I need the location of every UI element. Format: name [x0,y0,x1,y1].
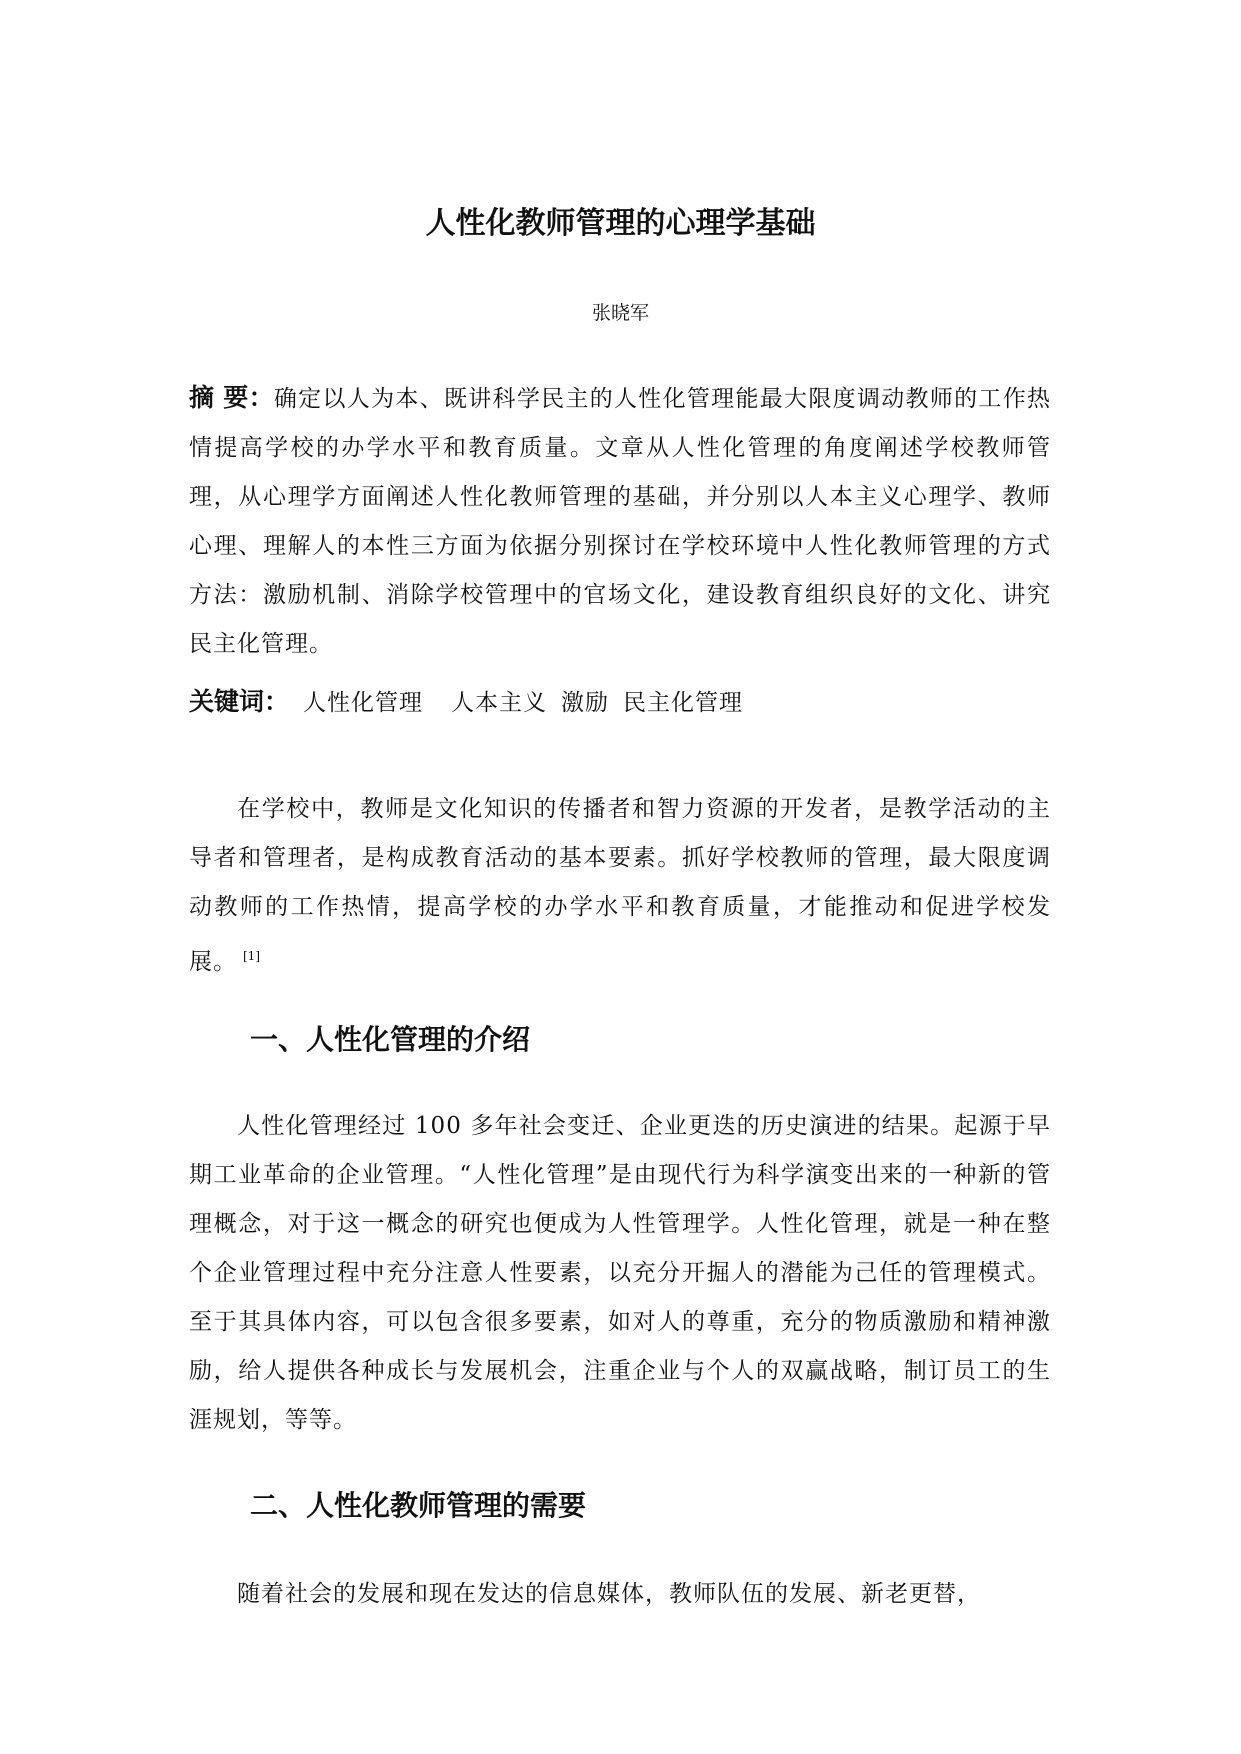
section-heading-1: 一、人性化管理的介绍 [250,1023,531,1056]
keywords-label: 关键词： [189,687,290,716]
paper-title: 人性化教师管理的心理学基础 [425,206,816,241]
keyword-item: 人性化管理 [303,690,424,716]
keyword-item: 激励 [561,690,610,716]
section-heading-2: 二、人性化教师管理的需要 [250,1489,587,1522]
intro-text: 在学校中，教师是文化知识的传播者和智力资源的开发者，是教学活动的主导者和管理者，是构成教育活动的基本要素。抓好学校教师的管理，最大限度调动教师的工作热情，提高学校的办学水平和教育质量，才能推动和促进学校发展。 [189,796,1051,975]
abstract-paragraph [189,373,1051,669]
abstract-text: 确定以人为本、既讲科学民主的人性化管理能最大限度调动教师的工作热情提高学校的办学水平和教育质量。文章从人性化管理的角度阐述学校教师管理，从心理学方面阐述人性化教师管理的基础，并分别以人本主义心理学、教师心理、理解人的本性三方面为依据分别探讨在学校环境中人性化教师管理的方式方法：激励机制、消除学校管理中的官场文化，建设教育组织良好的文化、讲究民主化管理。 [189,386,1051,657]
author-name: 张晓军 [591,302,649,324]
intro-paragraph [189,785,1051,987]
keywords-line [189,682,1051,723]
citation-marker: [1] [243,949,260,963]
section-1-paragraph: 人性化管理经过 100 多年社会变迁、企业更迭的历史演进的结果。起源于早期工业革命的企业管理。“人性化管理”是由现代行为科学演变出来的一种新的管理概念，对于这一概念的研究也便成为人性管理学。人性化管理，就是一种在整个企业管理过程中充分注意人性要素，以充分开掘人的潜能为己任的管理模式。至于其具体内容，可以包含很多要素，如对人的尊重，充分的物质激励和精神激励，给人提供各种成长与发展机会，注重企业与个人的双赢战略，制订员工的生涯规划，等等。 [189,1113,1051,1433]
section-2-paragraph: 随着社会的发展和现在发达的信息媒体，教师队伍的发展、新老更替， [237,1581,981,1607]
keyword-item: 人本主义 [451,690,548,716]
abstract-label: 摘 要： [189,383,274,412]
keyword-item: 民主化管理 [623,690,744,716]
